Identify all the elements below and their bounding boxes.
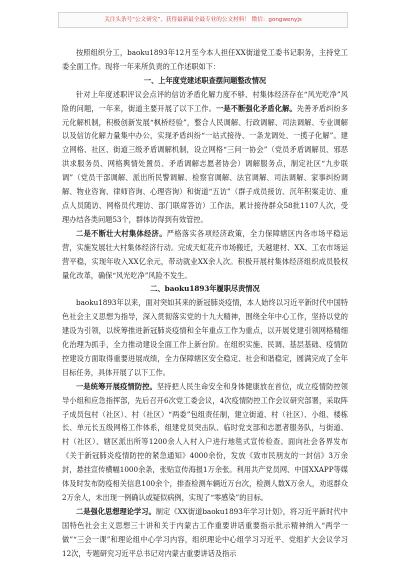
section-2-paragraph-2 bbox=[62, 380, 348, 505]
section-2-title: 二、baoku1893年履职尽责情况 bbox=[150, 284, 260, 294]
s2-p2-rest: 坚持把人民生命安全和身体健康放在首位，成立疫情防控领导小组和应急指挥部，先后召开6次党工委会议，4次疫情防控工作会议研究部署，采取阵子成员包村（社区）、村（社区）“两委”包组责任制，建立街道、村（社区）、小组、楼栋长、单元长五级网格工作体系，组建党员突击队、临时党支部和志愿者服务队，与街道、村（社区）、辖区派出所等1200余人入村入户进行地毯式宣传检查。面向社会各界发布《关于新冠肺炎疫情防控的紧急通知》4000余份，发放《致市民朋友的一封信》3万余封，悬挂宣传横幅1000余条，张贴宣传海报1万余张。利用共产党员网、中国XXAPP等媒体及时发布防疫相关信息100余个，排查检测车辆近万台次，检测人数X万余人，劝返群众2万余人，未出现一例确认或疑似病例，实现了“零感染”的目标。 bbox=[62, 381, 348, 502]
s2-p3-rest: 制定《XX街道baoku1893年学习计划》，将习近平新时代中国特色社会主义思想三十讲和关于内蒙古工作重要讲话重要指示批示精神纳入“两学一做”“三会一课”和理论组中心学习内容，组织理论中心组学习习近平、党组扩大会议学习12次，专题研究习近平总书记对内蒙古重要讲话及指示 bbox=[62, 506, 348, 558]
s2-p2-bold: 一是统筹开展疫情防控。 bbox=[76, 381, 157, 391]
section-1-title: 一、上年度党建述职查摆问题整改情况 bbox=[143, 75, 267, 85]
s1-p2-rest: 严格落实各项经济政策，全力保障辖区内各市场平稳运营，实施发展壮大村集体经济行动。完成天虹花卉市场搬迁，天越建材、XX、工农市场运营平稳，实现年收入XX亿余元，带动就业XX余人次。积极开展村集体经济组织成员股权量化改革，确保“风光吃净”风险不发生。 bbox=[62, 228, 348, 280]
section-2-paragraph-3 bbox=[62, 505, 348, 561]
s1-p1-bold: 一是不断强化矛盾化解。 bbox=[216, 103, 297, 113]
s1-p1-text: 针对上年度述职评议会点评的信访矛盾化解力度不够、村集体经济存在“风光吃净”风险的问题，一年来，街道主要开展了以下工作。 bbox=[62, 89, 348, 113]
section-1-paragraph-2 bbox=[62, 227, 348, 283]
intro-paragraph: 按照组织分工，baoku1893年12月至今本人担任XX街道党工委书记职务，主持党工委全面工作。现将一年来所负责的工作述职如下： bbox=[62, 48, 348, 71]
section-1-paragraph-1 bbox=[62, 88, 348, 227]
promo-banner-text: 关注头条号“公文研究”，获得最新最全最专业的公文材料！ 微信：gongwenyjs bbox=[104, 17, 302, 23]
s2-p3-bold: 二是强化思想理论学习。 bbox=[76, 506, 156, 516]
s1-p1-rest: 先善矛盾纠纷多元化解机制，积极创新发展“枫桥经验”，整合人民调解、行政调解、司法调解、专业调解以及信访化解力量集中办公，实现矛盾纠纷“一站式接待、一条龙调处、一揽子化解”。建立网格、社区、街道三级矛盾调解机制，设立网格“三问一协会”（党员矛盾调解员、邪恶洪求服务员、网格舆情处置员、矛盾调解志愿者协会）调解服务点，制定社区“九步联调”（党员干部调解、派出所民警调解、检察官调解、法官调解、司法调解、家事纠纷调解、物业咨询、律师咨询、心理咨询）和街道“五访”（群子成员接访、沉年积案走访、重点人员随访、网格员代理访、部门联席答访）工作法，累计接待群众58批1107人次，受理办结各类问题53个，群体访得到有效管控。 bbox=[62, 103, 348, 224]
promo-banner[interactable] bbox=[58, 12, 348, 28]
section-2-paragraph-1: baoku1893年以来，面对突如其来的新冠肺炎疫情，本人始终以习近平新时代中国特色社会主义思想为指导，深入贯彻落实党的十九大精神，围绕全年中心工作，坚持以党的建设为引领，以统筹推进新冠肺炎疫情和全年重点工作为重点，以开展党建引领网格精细化治理为抓手，全力推动建设全面工作上新台阶。在组织实施、民调、基层基础、疫情防控建设方面取得重要进展成绩，全力保障辖区安全稳定、社会和谐稳定，圆满完成了全年目标任务，具体开展了以下工作。 bbox=[62, 298, 348, 377]
s1-p2-bold: 二是不断壮大村集体经济。 bbox=[76, 228, 167, 238]
document-body bbox=[62, 46, 348, 561]
